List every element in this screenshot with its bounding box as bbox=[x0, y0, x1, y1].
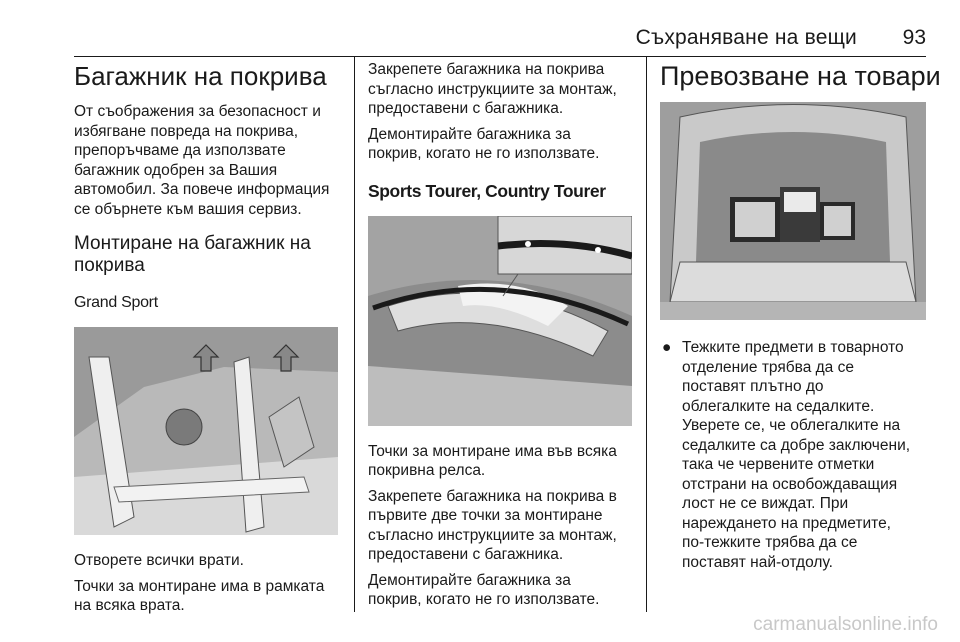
cargo-heading: Превозване на товари bbox=[660, 61, 941, 91]
cargo-bullet-text: Тежките предмети в товарното отделение трябва да се поставят плътно до облегалките на седалките. Уверете се, че облегалките на седалките са добре заключени, така че червените отметки отстрани на освобождаващия лост не се виждат. При нареждането на предметите, по-тежките трябва да се поставят най-отдолу. bbox=[682, 339, 911, 571]
roof-rack-intro: От съображения за безопасност и избягване повреда на покрива, препоръчваме да използвате багажник одобрен за Вашия автомобил. За повече информация се обърнете към вашия сервиз. bbox=[74, 103, 330, 218]
door-frame-mount-points: Точки за монтиране има в рамката на всяка врата. bbox=[74, 577, 325, 614]
bullet-dot: ● bbox=[662, 339, 672, 356]
column-2 bbox=[368, 60, 636, 616]
model-grand-sport: Grand Sport bbox=[74, 294, 158, 311]
header-rule bbox=[74, 56, 926, 57]
cargo-bullet bbox=[660, 338, 930, 572]
roof-rack-heading: Багажник на покрива bbox=[74, 61, 327, 91]
first-two-points-instructions: Закрепете багажника на покрива в първите две точки за монтиране съгласно инструкциите за монтаж, предоставени с багажника. bbox=[368, 487, 617, 563]
watermark: carmanualsonline.info bbox=[753, 614, 938, 635]
column-divider-1 bbox=[354, 57, 355, 612]
door-frame-illustration bbox=[74, 327, 338, 535]
page-number: 93 bbox=[902, 26, 926, 49]
install-instructions: Закрепете багажника на покрива съгласно инструкциите за монтаж, предоставени с багажника. bbox=[368, 61, 617, 117]
column-1 bbox=[74, 60, 342, 622]
figure-caption-open-doors: Отворете всички врати. bbox=[74, 552, 244, 569]
rail-mount-points: Точки за монтиране има във всяка покривна релса. bbox=[368, 442, 617, 479]
cargo-area-illustration bbox=[660, 102, 926, 320]
mounting-subheading: Монтиране на багажник на покрива bbox=[74, 233, 311, 276]
tourer-subheading: Sports Tourer, Country Tourer bbox=[368, 180, 606, 201]
section-title: Съхраняване на вещи bbox=[635, 26, 857, 49]
roof-rail-illustration bbox=[368, 216, 632, 426]
column-3 bbox=[660, 60, 941, 578]
remove-when-unused-2: Демонтирайте багажника за покрив, когато не го използвате. bbox=[368, 571, 600, 608]
column-divider-2 bbox=[646, 57, 647, 612]
remove-when-unused: Демонтирайте багажника за покрив, когато не го използвате. bbox=[368, 125, 600, 162]
